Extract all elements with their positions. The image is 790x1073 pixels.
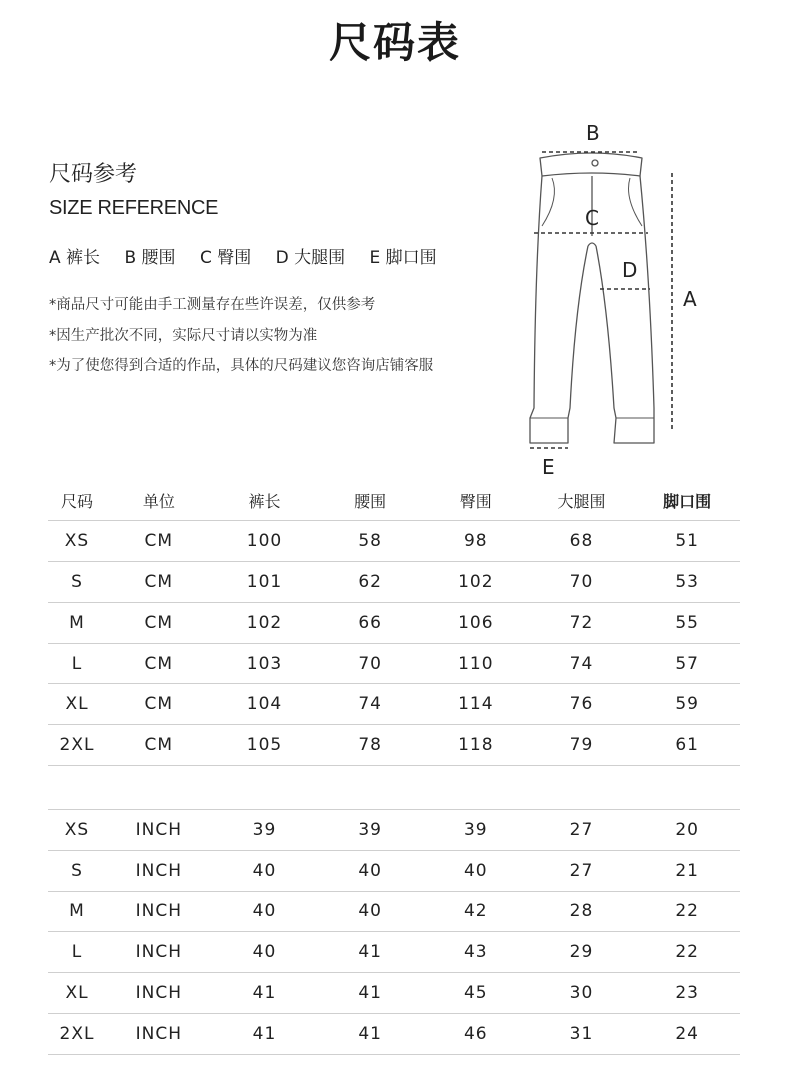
pants-diagram [520,118,720,480]
legend-item-b: B 腰围 [124,248,176,268]
note-item: *因生产批次不同，实际尺寸请以实物为准 [49,327,318,344]
table-cell: 2XL [48,1013,106,1054]
table-cell: 72 [529,602,635,643]
table-cell: XS [48,810,106,851]
table-cell: 74 [529,643,635,684]
table-row [48,521,740,562]
table-cell: 27 [529,850,635,891]
table-cell: 41 [212,1013,318,1054]
table-cell: 66 [317,602,423,643]
table-cell: 118 [423,725,529,766]
table-cell: 74 [317,684,423,725]
table-cell: 100 [212,521,318,562]
label-a: A [683,287,697,311]
header-cell-hem: 脚口围 [634,480,740,521]
table-cell: S [48,562,106,603]
table-cell: 79 [529,725,635,766]
cm-rows [48,521,740,766]
label-c: C [585,206,599,230]
table-row [48,643,740,684]
table-cell: XS [48,521,106,562]
table-cell: 28 [529,891,635,932]
header-cell-hip: 臀围 [423,480,529,521]
table-cell: 40 [212,891,318,932]
table-cell: CM [106,725,212,766]
table-cell: S [48,850,106,891]
table-cell: INCH [106,973,212,1014]
table-cell: 55 [634,602,740,643]
table-cell: 40 [212,850,318,891]
table-cell: 41 [317,932,423,973]
table-cell: CM [106,521,212,562]
table-cell: 102 [423,562,529,603]
table-cell: 106 [423,602,529,643]
table-cell: CM [106,643,212,684]
table-cell: 29 [529,932,635,973]
table-cell: CM [106,562,212,603]
table-cell: INCH [106,1013,212,1054]
table-cell: L [48,643,106,684]
table-cell: 43 [423,932,529,973]
table-row [48,602,740,643]
table-cell: CM [106,684,212,725]
table-cell: 21 [634,850,740,891]
size-table-cm [48,480,740,766]
measurement-legend [49,243,456,268]
inch-rows [48,810,740,1055]
table-cell: 51 [634,521,740,562]
table-row [48,684,740,725]
table-row [48,891,740,932]
table-cell: INCH [106,850,212,891]
table-row [48,973,740,1014]
note-item: *商品尺寸可能由手工测量存在些许误差，仅供参考 [49,297,376,313]
size-reference-subtitle: SIZE REFERENCE [49,197,219,219]
table-header-row [48,480,740,521]
table-cell: 53 [634,562,740,603]
table-cell: 27 [529,810,635,851]
table-cell: 22 [634,932,740,973]
table-row [48,1013,740,1054]
table-cell: 24 [634,1013,740,1054]
note-item: *为了使您得到合适的作品，具体的尺码建议您咨询店铺客服 [49,358,434,374]
table-cell: 58 [317,521,423,562]
table-cell: 31 [529,1013,635,1054]
table-cell: 70 [317,643,423,684]
size-table-inch [48,809,740,1055]
table-cell: 57 [634,643,740,684]
table-cell: 102 [212,602,318,643]
table-cell: 22 [634,891,740,932]
table-cell: 40 [317,891,423,932]
table-cell: 20 [634,810,740,851]
table-cell: 40 [423,850,529,891]
table-cell: XL [48,973,106,1014]
table-cell: 61 [634,725,740,766]
table-cell: 40 [212,932,318,973]
table-cell: 41 [212,973,318,1014]
table-cell: 70 [529,562,635,603]
table-row [48,932,740,973]
table-cell: M [48,602,106,643]
table-cell: 23 [634,973,740,1014]
table-row [48,810,740,851]
table-cell: 39 [212,810,318,851]
label-b: B [586,121,600,145]
table-cell: 46 [423,1013,529,1054]
table-cell: 68 [529,521,635,562]
table-row [48,850,740,891]
table-cell: 76 [529,684,635,725]
table-cell: 41 [317,1013,423,1054]
legend-item-a: A 裤长 [49,248,101,268]
table-cell: 42 [423,891,529,932]
legend-item-d: D 大腿围 [275,248,346,268]
table-cell: 30 [529,973,635,1014]
size-reference-title: 尺码参考 [49,162,138,187]
table-cell: 39 [317,810,423,851]
label-e: E [542,455,555,479]
legend-item-e: E 脚口围 [369,248,437,268]
table-row [48,562,740,603]
table-cell: 104 [212,684,318,725]
table-cell: 40 [317,850,423,891]
page-title: 尺码表 [328,18,461,67]
table-cell: INCH [106,932,212,973]
table-cell: 114 [423,684,529,725]
table-cell: 98 [423,521,529,562]
table-cell: 62 [317,562,423,603]
legend-item-c: C 臀围 [199,248,252,268]
table-cell: M [48,891,106,932]
header-cell-waist: 腰围 [317,480,423,521]
header-cell-unit: 单位 [106,480,212,521]
table-cell: 45 [423,973,529,1014]
label-d: D [622,258,638,282]
table-cell: INCH [106,810,212,851]
table-cell: XL [48,684,106,725]
table-cell: 78 [317,725,423,766]
header-cell-length: 裤长 [212,480,318,521]
table-cell: 39 [423,810,529,851]
table-cell: 101 [212,562,318,603]
table-cell: 59 [634,684,740,725]
table-cell: L [48,932,106,973]
table-cell: 2XL [48,725,106,766]
table-cell: INCH [106,891,212,932]
header-cell-size: 尺码 [48,480,106,521]
table-cell: 110 [423,643,529,684]
table-cell: 41 [317,973,423,1014]
table-row [48,725,740,766]
table-cell: CM [106,602,212,643]
table-cell: 105 [212,725,318,766]
notes [49,290,449,382]
header-cell-thigh: 大腿围 [529,480,635,521]
table-cell: 103 [212,643,318,684]
